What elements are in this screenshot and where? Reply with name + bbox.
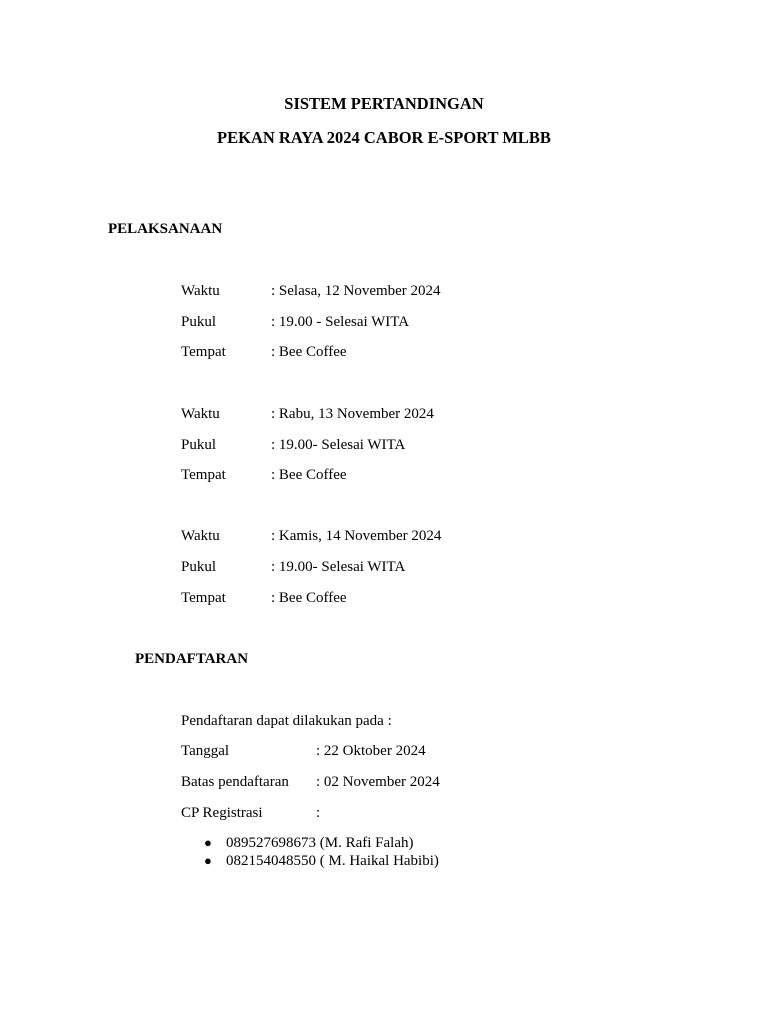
pukul-label: Pukul [181, 437, 217, 453]
pukul-label: Pukul [181, 314, 217, 330]
tempat-label: Tempat [181, 467, 226, 483]
waktu-value: : Rabu, 13 November 2024 [271, 406, 434, 422]
waktu-label: Waktu [181, 406, 220, 422]
cp-label: CP Registrasi [181, 805, 263, 821]
waktu-value: : Kamis, 14 November 2024 [271, 528, 442, 544]
tempat-value: : Bee Coffee [271, 590, 347, 606]
pukul-value: : 19.00- Selesai WITA [271, 437, 406, 453]
pendaftaran-heading: PENDAFTARAN [135, 651, 249, 667]
contact-text: 089527698673 (M. Rafi Falah) [226, 835, 414, 851]
batas-value: : 02 November 2024 [316, 774, 440, 790]
pendaftaran-intro: Pendaftaran dapat dilakukan pada : [181, 713, 392, 729]
document-subtitle: PEKAN RAYA 2024 CABOR E-SPORT MLBB [217, 128, 551, 147]
batas-label: Batas pendaftaran [181, 774, 289, 790]
tanggal-label: Tanggal [181, 743, 230, 759]
bullet-icon: ● [204, 835, 212, 850]
pukul-label: Pukul [181, 559, 217, 575]
tempat-value: : Bee Coffee [271, 467, 347, 483]
tempat-value: : Bee Coffee [271, 344, 347, 360]
tempat-label: Tempat [181, 344, 226, 360]
waktu-label: Waktu [181, 528, 220, 544]
tanggal-value: : 22 Oktober 2024 [316, 743, 426, 759]
waktu-label: Waktu [181, 283, 220, 299]
pelaksanaan-heading: PELAKSANAAN [108, 221, 223, 237]
contact-text: 082154048550 ( M. Haikal Habibi) [226, 853, 439, 869]
pukul-value: : 19.00 - Selesai WITA [271, 314, 410, 330]
tempat-label: Tempat [181, 590, 226, 606]
cp-value: : [316, 805, 321, 821]
waktu-value: : Selasa, 12 November 2024 [271, 283, 441, 299]
document-title: SISTEM PERTANDINGAN [284, 94, 484, 113]
bullet-icon: ● [204, 853, 212, 868]
pukul-value: : 19.00- Selesai WITA [271, 559, 406, 575]
